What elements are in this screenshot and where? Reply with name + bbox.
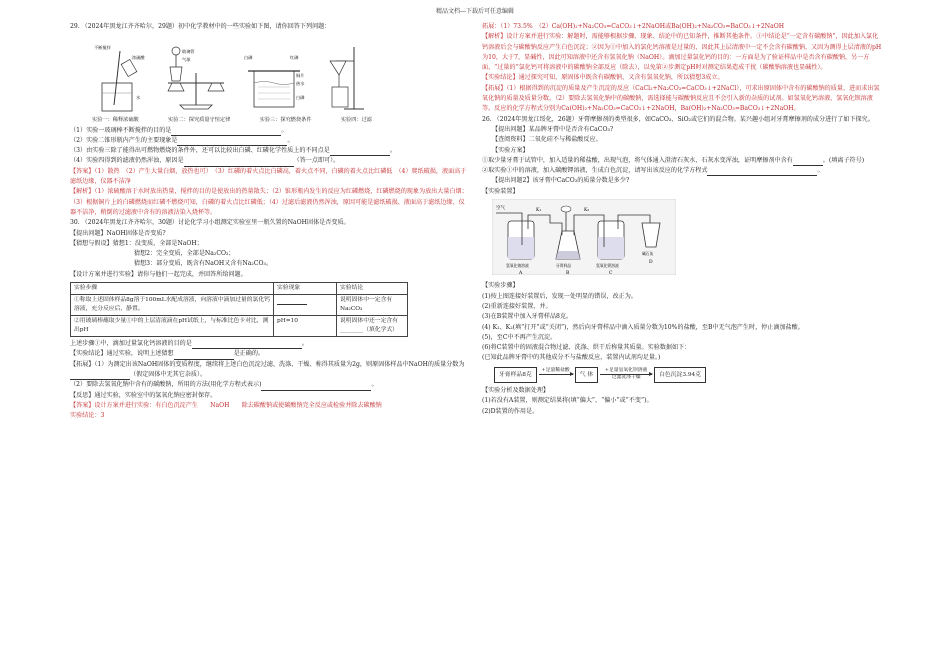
q26-step-1: ①取少量牙膏于试管中，加入适量的稀盐酸，出现气泡，将气体通入澄清石灰水，石灰水变浑浊，证明摩擦剂中含有 。(填离子符号)	[482, 156, 882, 166]
label-red-p: 红磷	[290, 55, 299, 61]
table-cell: ①称取上述固体样品8g溶于100mL水配成溶液，向溶液中滴加过量的氯化钙溶液，充分反应后，静置。	[71, 295, 274, 316]
q26-intro: 26. （2024年黑龙江绥化，26题）牙膏摩擦剂的类型很多，如CaCO₃、SiO₂或它们的混合物。某兴趣小组对牙膏摩擦剂的成分进行了如下探究。	[482, 115, 874, 123]
q30-problem: 【提出问题】NaOH固体是否变质?	[70, 229, 166, 237]
experiment-2-figure	[160, 43, 232, 113]
table-cell: pH=10	[274, 316, 337, 337]
q30-design: 【设计方案并进行实验】请你与他们一起完成，并回答所给问题。	[70, 270, 247, 278]
table-row	[71, 316, 408, 337]
caption-4: 实验四：过滤	[340, 117, 372, 124]
label-air: 空气	[496, 206, 505, 212]
caption-1: 实验一：稀释浓硫酸	[92, 117, 139, 124]
q29-part2: （2）实验二锥形瓶内产生的主要现象是 。	[70, 136, 470, 146]
label-b: B	[566, 271, 570, 276]
flow-box-precipitate: 白色沉淀3.94克	[654, 367, 706, 383]
q29-analysis: 【解析】（1）浓硫酸溶于水时放出热量，搅拌的目的是使放出的热量散失；（2）锥形瓶内发生的反应为红磷燃烧，红磷燃烧的现象为放出大量白烟；（3）根据铜片上的白磷燃烧而红磷不燃烧可知，白磷的着火点比红磷低；（4）过滤后滤液仍然浑浊，原因可能是滤纸破损、液面高于滤纸边缘、仪器不洁净，稍倒的过滤液中含有的溶液沾染入烧杯等。	[70, 188, 468, 216]
q30-expand-2: （2）要除去氢氧化钠中含有的碳酸钠，所用的方法(用化学方程式表示) 。	[70, 380, 470, 390]
q30-conclusion: 【实验结论】通过实验，说明上述猜想 是正确的。	[70, 349, 470, 359]
analysis-2: (2)D装置的作用是。	[482, 407, 539, 415]
label-balloon: 气球	[182, 57, 191, 63]
flow-arrow-2: +足量氢氧化钡溶液 过滤洗涤干燥	[600, 368, 652, 381]
q26-problem-2: 【提出问题2】该牙膏中CaCO₃的质量分数是多少?	[492, 177, 630, 185]
label-hot-water: 热水	[296, 81, 305, 87]
steps-label: 【实验步骤】	[482, 282, 519, 290]
q30-hypothesis-1: 【猜想与假设】猜想1：没变质，全部是NaOH；	[70, 239, 203, 247]
q30-purpose: 上述步骤①中，滴加过量氯化钙溶液的目的是 。	[70, 339, 470, 349]
analysis-label: 【实验分析及数据处理】	[482, 387, 550, 395]
q26-problem-1: 【提出问题】某品牌牙膏中是否含有CaCO₃?	[492, 125, 614, 133]
flow-arrow-1: +足量稀盐酸	[539, 368, 573, 381]
q30-answer-end: 实验结论：3	[70, 412, 105, 420]
q30-reflect: 【反思】通过实验，实验室中的氢氧化钠应密封保存。	[70, 391, 217, 399]
q30-experiment-table	[70, 282, 408, 337]
table-cell: 说明固体中一定含有Na₂CO₃	[337, 295, 408, 316]
q30-hypothesis-2: 猜想2：完全变质，全部是Na₂CO₃；	[134, 250, 235, 258]
step-5: (5)，至C中不再产生沉淀。	[482, 333, 557, 341]
table-row	[71, 295, 408, 316]
step-2: (2)重新连接好装置，并。	[482, 302, 552, 310]
q30-hypothesis-3: 猜想3：部分变质，既含有NaOH又含有Na₂CO₃。	[134, 260, 273, 268]
data-flowchart	[494, 367, 882, 383]
step-6: (6)将C装置中的固液混合物过滤、洗涤、烘干后称量其质量。实验数据如下：	[482, 344, 691, 352]
label-water: 水	[136, 95, 141, 101]
q30-intro: 30. （2024年黑龙江齐齐哈尔，30题）讨论化学习小组测定实验室里一瓶久置的NaOH固体是否变质。	[70, 219, 350, 227]
figure-captions	[92, 115, 372, 125]
apparatus-figure	[492, 199, 676, 275]
q29-intro: 29. （2024年黑龙江齐齐哈尔，29题）初中化学教材中的一些实验如下图，请你回答下列问题：	[70, 23, 331, 30]
label-d: D	[649, 260, 653, 266]
experiment-4-figure	[324, 43, 372, 113]
experiment-figures	[92, 35, 372, 113]
label-c: C	[609, 271, 613, 276]
q26-info: 【查阅资料】二氧化硅不与稀盐酸反应。	[492, 136, 602, 144]
label-baoh: 氢氧化钡溶液	[596, 263, 619, 269]
q29-part3: （3）由实验三除了能得出可燃物燃烧的条件外，还可以比较出白磷、红磷化学性质上的不同点是 。	[70, 146, 470, 156]
q30-expand-1: 【拓展】（1）为测定出该NaOH固体的变质程度，继续将上述白色沉淀过滤、洗涤、干燥、称得其质量为2g，则原固体样品中NaOH的质量分数为（假定固体中无其它杂质）。	[70, 360, 470, 381]
left-column	[70, 22, 470, 421]
experiment-3-figure	[242, 43, 314, 113]
label-naoh: 氢氧化钠溶液	[506, 263, 529, 269]
label-paste: 牙膏样品	[556, 263, 572, 269]
table-header: 实验结论	[337, 283, 408, 295]
table-header: 实验步骤	[71, 283, 274, 295]
experiment-1-figure	[92, 43, 150, 113]
table-cell	[274, 295, 337, 316]
q30-analysis: 【解析】设计方案并进行实验：解题时，需能够根据步骤、现象、结论中的已知条件，推断其他条件。①中结论是“一定含有碳酸钠”，因此加入氯化钙溶液后会与碳酸钠反应产生白色沉淀；②因为①中加入的氯化钙溶液是过量的，因此其上层清液中一定不会含有碳酸钠，又因为测得上层清液的pH为10，大于7，显碱性，因此可知溶液中还含有氢氧化钠（NaOH）。滴加过量氯化钙的目的：一方面是为了验证样品中是否含有碳酸钠，另一方面，“过量的”氯化钙可将溶液中的碳酸钠全部反应（除去），以免第②步测定pH时对测定结果造成干扰（碳酸钠溶液也显碱性）。	[482, 33, 882, 72]
q29-part4: （4）实验四得到的滤液仍然浑浊，原因是 （答一点即可）。	[70, 156, 470, 166]
step-1: (1)按上图连接好装置后，发现一处明显的错误，改正为。	[482, 292, 637, 300]
caption-2: 实验二：探究质量守恒定律	[168, 117, 231, 124]
caption-3: 实验三：探究燃烧条件	[259, 117, 312, 124]
label-a: A	[519, 271, 523, 276]
step-3: (3)在B装置中加入牙膏样品8克。	[482, 313, 573, 321]
table-header-row	[71, 283, 408, 295]
q30-conclusion-analysis: 【实验结论】通过探究可知，原固体中既含有碳酸钠，又含有氢氧化钠，所以猜想3成立。	[482, 74, 724, 82]
step-4: (4) K₁、K₂(填“打开”或“关闭”)，然后向牙膏样品中滴入质量分数为10%的盐酸，至B中无气泡产生时，停止滴加盐酸。	[482, 323, 804, 331]
q30-answer: 【答案】设计方案并进行实验：有白色沉淀产生 NaOH 除去碳酸钠或使碳酸钠完全反应或检验并除去碳酸钠	[70, 401, 382, 409]
q26-step-2: ②取实验①中的溶液，加入碳酸钾溶液，生成白色沉淀，请写出该反应的化学方程式 。	[482, 166, 882, 176]
step-note: (已知此品牌牙膏中的其他成分不与盐酸反应，装置内试剂均足量。)	[482, 354, 661, 362]
label-lime: 碱石灰	[642, 251, 654, 257]
q29-part1: （1）实验一玻璃棒不断搅拌的目的是 。	[70, 126, 470, 136]
flow-box-gas: 气 体	[575, 367, 598, 383]
q26-plan: 【实验方案】	[492, 146, 529, 154]
page-header: 精品文档---下载后可任意编辑	[435, 8, 515, 15]
q30-expand-answer: 拓展：（1）73.5% （2）Ca(OH)₂+Na₂CO₃=CaCO₃↓+2NaOH或Ba(OH)₂+Na₂CO₃=BaCO₃↓+2NaOH	[482, 23, 785, 30]
label-k1: K₁	[536, 208, 542, 214]
label-stir: 不断搅拌	[94, 45, 111, 51]
table-cell: 说明固体中还一定含有________（填化学式）	[337, 316, 408, 337]
label-acid: 浓硫酸	[132, 55, 145, 61]
q29-answer: 【答案】（1）散热 （2）产生大量白烟、放热也可） （3）红磷的着火点比白磷高，着火点不同，白磷的着火点比红磷低 （4）爬纸破损，液面高于滤纸边缘，仪器不洁净	[70, 167, 467, 186]
table-cell: ②用玻璃棒蘸取少量①中的上层清液滴在pH试纸上，与标准比色卡对比，测出pH	[71, 316, 274, 337]
label-k2: K₂	[584, 208, 590, 214]
q30-expand-analysis: 【拓展】（1）根据得到的沉淀的质量及产生沉淀的反应（CaCl₂+Na₂CO₃=CaCO₃↓+2NaCl），可求出原固体中含有的碳酸钠的质量，进而求出氢氧化钠的质量及质量分数。（2）要除去氢氧化钠中的碳酸钠，需选择能与碳酸钠反应且不会引入新的杂质的试剂。如氢氧化钙溶液、氢氧化钡溶液等。反应的化学方程式分别为Ca(OH)₂+Na₂CO₃=CaCO₃↓+2NaOH，Ba(OH)₂+Na₂CO₃=BaCO₃↓+2NaOH。	[482, 84, 880, 113]
label-white-p2: 白磷	[296, 95, 305, 101]
flow-box-sample: 牙膏样品8克	[494, 367, 537, 383]
analysis-1: (1)若没有A装置，则测定结果将(填“偏大”、“偏小”或“不变”)。	[482, 397, 653, 405]
label-copper: 铜片	[296, 73, 305, 79]
right-column	[482, 22, 882, 417]
label-white-p: 白磷	[244, 55, 253, 61]
q26-device-label: 【实验装置】	[482, 187, 519, 195]
label-ball: 玻璃管	[182, 49, 195, 55]
table-header: 实验现象	[274, 283, 337, 295]
